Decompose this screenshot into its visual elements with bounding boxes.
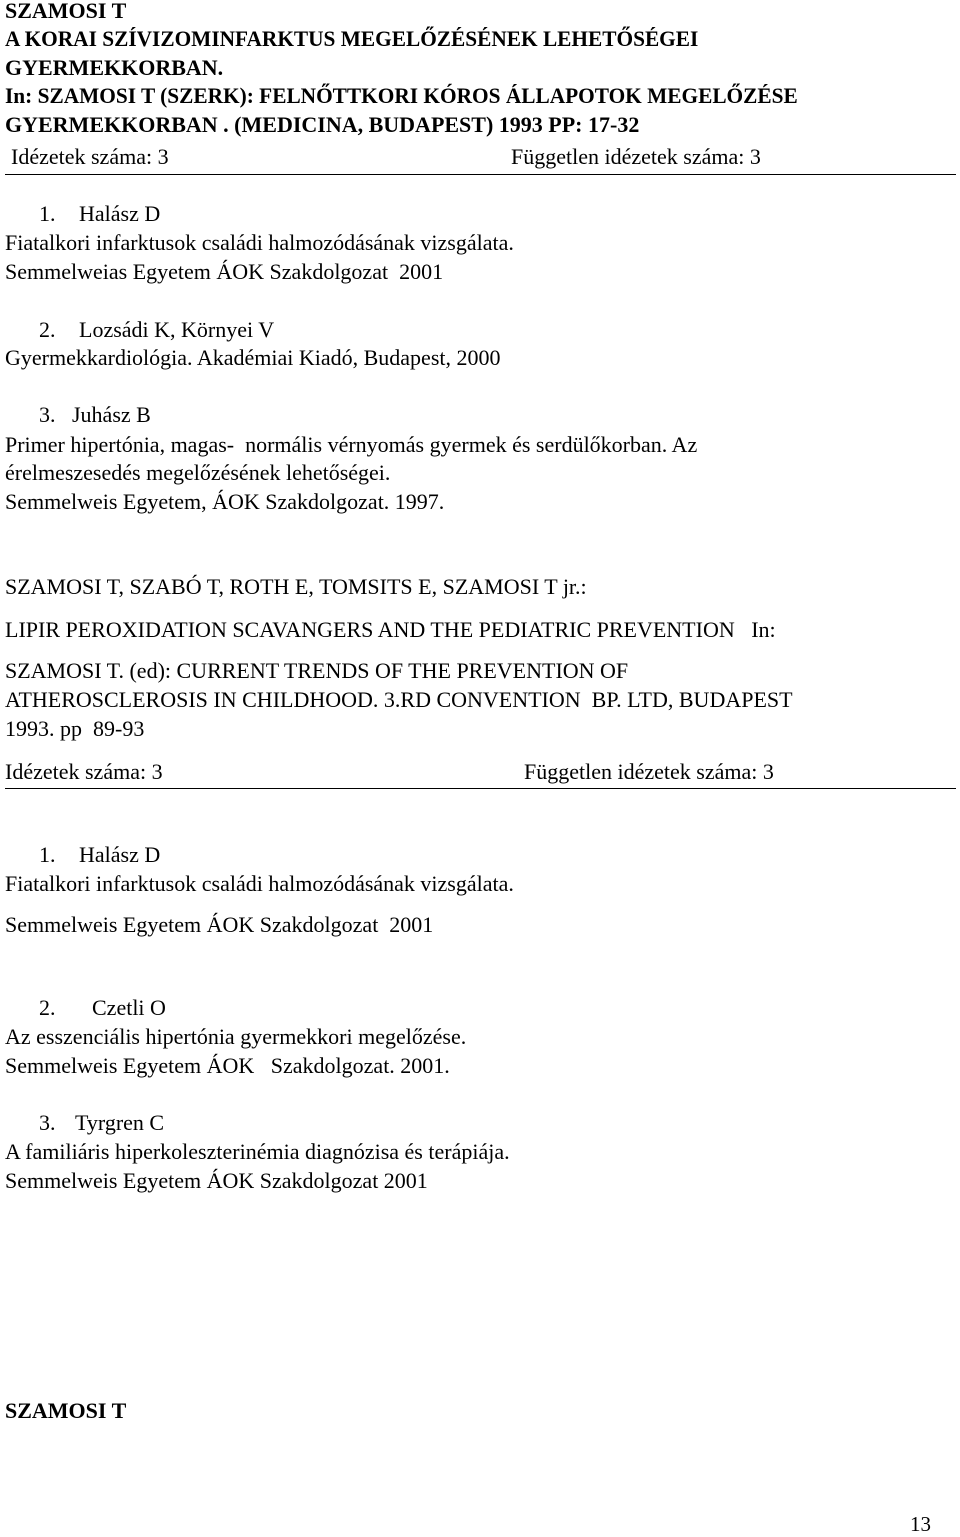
entry1-source-line2: GYERMEKKORBAN . (MEDICINA, BUDAPEST) 1993 PP: 17-32 [5, 112, 640, 137]
entry1-citation-2-author: Lozsádi K, Környei V [79, 317, 275, 342]
entry2-divider [5, 788, 956, 789]
entry1-citation-1-line2: Semmelweias Egyetem ÁOK Szakdolgozat 2001 [5, 259, 444, 284]
entry3-author: SZAMOSI T [5, 1398, 127, 1423]
entry2-citation-2-author: Czetli O [92, 995, 166, 1020]
entry2-citation-1-line1: Fiatalkori infarktusok családi halmozódásának vizsgálata. [5, 871, 514, 896]
entry2-citations-count: Idézetek száma: 3 [5, 759, 163, 784]
entry1-source-line1: In: SZAMOSI T (SZERK): FELNŐTTKORI KÓROS ÁLLAPOTOK MEGELŐZÉSE [5, 83, 798, 108]
entry1-title-line1: A KORAI SZÍVIZOMINFARKTUS MEGELŐZÉSÉNEK LEHETŐSÉGEI [5, 26, 699, 51]
entry1-divider [5, 174, 956, 175]
entry1-title-line2: GYERMEKKORBAN. [5, 55, 224, 80]
entry2-citation-1-author: Halász D [79, 842, 161, 867]
entry1-citation-3-line3: Semmelweis Egyetem, ÁOK Szakdolgozat. 1997. [5, 489, 445, 514]
entry2-citation-3-author: Tyrgren C [75, 1110, 165, 1135]
entry2-authors: SZAMOSI T, SZABÓ T, ROTH E, TOMSITS E, SZAMOSI T jr.: [5, 574, 587, 599]
entry1-independent-count: Független idézetek száma: 3 [511, 144, 761, 169]
entry1-citation-2-number: 2. [39, 317, 56, 342]
entry1-citation-3-line1: Primer hipertónia, magas- normális vérnyomás gyermek és serdülőkorban. Az [5, 432, 698, 457]
entry1-author: SZAMOSI T [5, 0, 127, 23]
entry1-citation-1-author: Halász D [79, 201, 161, 226]
entry1-citation-1-number: 1. [39, 201, 56, 226]
entry2-citation-3-line2: Semmelweis Egyetem ÁOK Szakdolgozat 2001 [5, 1168, 428, 1193]
entry2-citation-2-line2: Semmelweis Egyetem ÁOK Szakdolgozat. 2001. [5, 1053, 450, 1078]
entry2-citation-3-line1: A familiáris hiperkoleszterinémia diagnózisa és terápiája. [5, 1139, 510, 1164]
page-number: 13 [910, 1512, 931, 1536]
entry1-citation-3-number: 3. [39, 402, 56, 427]
entry2-citation-2-line1: Az esszenciális hipertónia gyermekkori megelőzése. [5, 1024, 467, 1049]
entry1-citation-3-line2: érelmeszesedés megelőzésének lehetőségei. [5, 460, 391, 485]
entry2-citation-2-number: 2. [39, 995, 56, 1020]
entry2-citation-1-number: 1. [39, 842, 56, 867]
entry2-source-line3: 1993. pp 89-93 [5, 716, 145, 741]
entry2-independent-count: Független idézetek száma: 3 [524, 759, 774, 784]
entry1-citations-count: Idézetek száma: 3 [11, 144, 169, 169]
entry2-citation-3-number: 3. [39, 1110, 56, 1135]
entry1-citation-1-line1: Fiatalkori infarktusok családi halmozódásának vizsgálata. [5, 230, 514, 255]
entry2-citation-1-line2: Semmelweis Egyetem ÁOK Szakdolgozat 2001 [5, 912, 434, 937]
entry2-source-line2: ATHEROSCLEROSIS IN CHILDHOOD. 3.RD CONVENTION BP. LTD, BUDAPEST [5, 687, 793, 712]
entry2-title: LIPIR PEROXIDATION SCAVANGERS AND THE PEDIATRIC PREVENTION In: [5, 617, 776, 642]
entry1-citation-3-author: Juhász B [72, 402, 151, 427]
entry1-citation-2-line1: Gyermekkardiológia. Akadémiai Kiadó, Budapest, 2000 [5, 345, 501, 370]
entry2-source-line1: SZAMOSI T. (ed): CURRENT TRENDS OF THE PREVENTION OF [5, 658, 629, 683]
